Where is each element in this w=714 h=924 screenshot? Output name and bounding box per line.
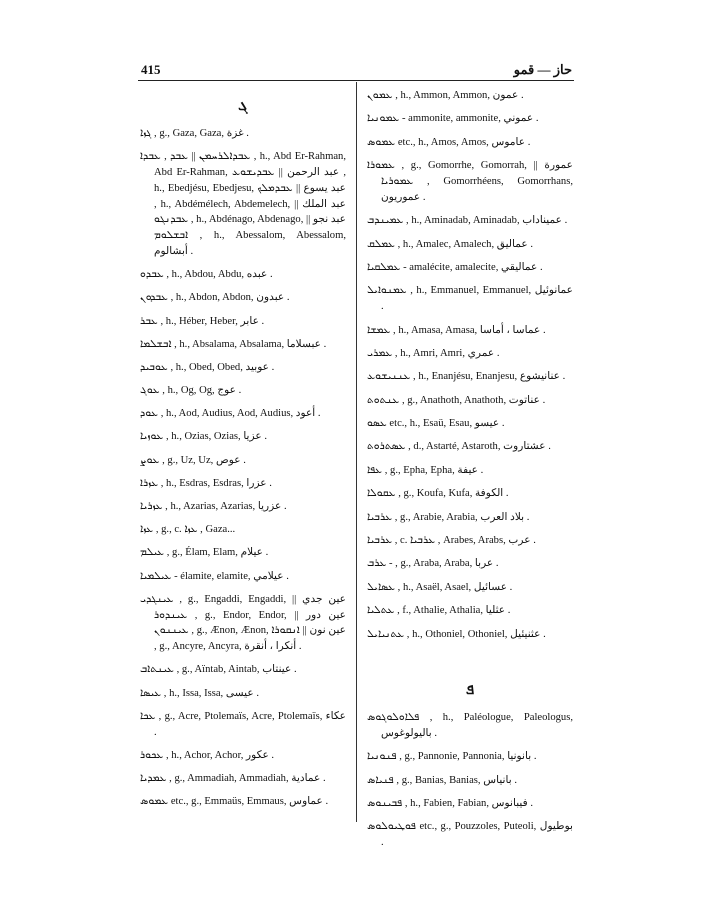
dictionary-entry: ܥܣܬܪܘܬ , d., Astarté, Astaroth, عشتاروت .: [367, 441, 551, 453]
right-column: [367, 88, 573, 859]
dictionary-entry: ܦܢܘܢܝܐ , g., Pannonie, Pannonia, بانونيا .: [367, 751, 537, 763]
dictionary-entry: ܥܡܘܪܐ , g., Gomorrhe, Gomorrah, عمورة || ܥܡܘܪܝܐ , Gomorrhéens, Gomorrhans, عموريون .: [367, 160, 573, 203]
section-spacer: [367, 650, 573, 672]
dictionary-entry: ܥܒܕܘܢ , h., Abdon, Abdon, عبدون .: [140, 292, 290, 304]
dictionary-entry: ܥܒܕܘ , h., Abdou, Abdu, عبده .: [140, 269, 273, 281]
dictionary-entry: ܥܙܪܐ , h., Esdras, Esdras, عزرا .: [140, 477, 272, 489]
dictionary-entry: ܥܘܕ , h., Aod, Audius, Aod, Audius, أعود .: [140, 408, 321, 420]
dictionary-entry: ܥܝܠܡܝܐ - élamite, elamite, عيلامي .: [140, 570, 289, 582]
dictionary-entry: ܥܪܒܝܐ , c. ܥܪܒܝܐ , Arabes, Arabs, عرب .: [367, 535, 536, 547]
dictionary-entry: ܥܪܒ - , g., Araba, Araba, عربا .: [367, 558, 499, 570]
section-letter-gamal: ܓ: [238, 98, 248, 114]
dictionary-entry: ܥܝܢܬܐܒ , g., Aïntab, Aintab, عينتاب .: [140, 664, 297, 676]
dictionary-entry: ܥܣܐܝܠ , h., Asaël, Asael, عسائيل .: [367, 581, 513, 593]
dictionary-entry: ܥܘܙܝܐ , h., Ozias, Ozias, عزيا .: [140, 431, 267, 443]
dictionary-entry: ܥܡܫܐ , h., Amasa, Amasa, عماسا ، أماسا .: [367, 324, 546, 336]
column-divider: [356, 82, 357, 822]
dictionary-entry: ܥܘܒܝܕ , h., Obed, Obed, عوبيد .: [140, 361, 275, 373]
dictionary-entry: ܥܦܐ , g., Epha, Epha, عيفة .: [367, 464, 484, 476]
dictionary-entry: ܥܪܒܝܐ , g., Arabie, Arabia, بلاد العرب .: [367, 511, 530, 523]
header-rule: [138, 80, 574, 81]
dictionary-entry: ܥܣܘ etc., h., Esaü, Esau, عيسو .: [367, 418, 505, 430]
dictionary-entry: ܥܬܢܝܐܝܠ , h., Othoniel, Othoniel, عثنيئيل .: [367, 628, 546, 640]
dictionary-entry: ܥܡܝܢܕܒ , h., Aminadab, Aminadab, عميناداب .: [367, 215, 568, 227]
dictionary-entry: ܥܡܠܩܝܐ - amalécite, amalecite, عماليقي .: [367, 261, 543, 273]
dictionary-entry: ܥܝܠܡ , g., Élam, Elam, عيلام .: [140, 547, 269, 559]
dictionary-entry: ܥܡܢܘܐܝܠ , h., Emmanuel, Emmanuel, عمانوئيل .: [367, 285, 573, 313]
dictionary-entry: ܥܒܪ , h., Héber, Heber, عابر .: [140, 315, 265, 327]
dictionary-entry: ܥܝܢܓܕܝ , g., Engaddi, Engaddi, عين جدي || ܥܝܢܕܘܪ , g., Endor, Endor, عين دور || ܥܝܢܢܘܢ , g., Ænon, Ænon, عين نون || ܐܢܩܘܪܐ , g., Ancyre, Ancyra, أنكرا ، أنقرة .: [140, 593, 347, 653]
dictionary-entry: ܦܘܛܝܘܠܘܣ etc., g., Pouzzoles, Puteoli, بوطيول .: [367, 821, 573, 849]
dictionary-entry: ܦܢܝܐܣ , g., Banias, Banias, بانياس .: [367, 774, 517, 786]
dictionary-entry: ܥܡܘܣ etc., g., Emmaüs, Emmaus, عماوس .: [140, 796, 329, 808]
right-entry-list-after: [367, 710, 573, 851]
section-letter-pe: ܦ: [465, 681, 475, 698]
dictionary-entry: ܓܙܐ , g., Gaza, Gaza, غزة .: [140, 128, 249, 139]
dictionary-entry: ܥܘܓ , h., Og, Og, عوج .: [140, 385, 242, 397]
dictionary-entry: ܥܝܣܐ , h., Issa, Issa, عيسى .: [140, 687, 259, 699]
dictionary-entry: ܥܩܘܠܐ , g., Koufa, Kufa, الكوفة .: [367, 488, 509, 500]
dictionary-entry: ܐܒܫܠܡܐ , h., Absalama, Absalama, عبسلاما .: [140, 338, 327, 350]
page-number: 415: [141, 62, 161, 77]
dictionary-entry: ܥܒܕܐܠܪܚܡܢ || ܥܒܕ , ܥܒܕܐ , h., Abd Er-Rahman, Abd Er-Rahman, عبد الرحمن || ܥܒܕܝܫܘܥ , h., Ebedjésu, Ebedjesu, عبد يسوع || ܥܒܕܡܠܟ , h., Abdémélech, Abdemelech, عبد الملك || ܥܒܕܢܓܘ , h., Abdénago, Abdenago, عبد نجو || ܐܒܫܠܘܡ , h., Abessalom, Abessalom, أبشالوم .: [140, 151, 347, 257]
left-entry-list: [140, 126, 346, 810]
dictionary-entry: ܥܡܕܝܐ , g., Ammadiah, Ammadiah, عمادية .: [140, 772, 326, 784]
dictionary-entry: ܥܟܘܪ , h., Achor, Achor, عكور .: [140, 749, 275, 761]
dictionary-entry: ܥܟܐ , g., Acre, Ptolemaïs, Acre, Ptolemaïs, عكاء .: [140, 710, 346, 738]
dictionary-entry: ܦܒܝܢܘܣ , h., Fabien, Fabian, فيبانوس .: [367, 797, 533, 809]
left-column: [140, 88, 346, 817]
dictionary-entry: ܥܡܘܢ , h., Ammon, Ammon, عمون .: [367, 90, 524, 101]
right-entry-list: [367, 88, 573, 642]
dictionary-entry: ܦܠܐܘܠܘܓܘܣ , h., Paléologue, Paleologus, باليولوغوس .: [367, 711, 573, 739]
dictionary-entry: ܥܡܘܣ etc., h., Amos, Amos, عاموس .: [367, 136, 531, 148]
running-head: حاز — قمو: [513, 62, 572, 77]
dictionary-entry: ܥܘܨ , g., Uz, Uz, عوص .: [140, 454, 246, 466]
dictionary-entry: ܥܡܪܝ , h., Amri, Amri, عمري .: [367, 347, 500, 359]
dictionary-entry: ܥܙܪܝܐ , h., Azarias, Azarias, عزريا .: [140, 501, 287, 513]
dictionary-entry: ܥܢܢܝܫܘܥ , h., Enanjésu, Enanjesu, عنانيشوع .: [367, 371, 566, 383]
dictionary-entry: ܥܡܘܢܝܐ - ammonite, ammonite, عموني .: [367, 113, 539, 125]
dictionary-entry: ܥܙܐ , g., c. ܥܙܐ , Gaza...: [140, 524, 236, 536]
dictionary-entry: ܥܢܬܘܬ , g., Anathoth, Anathoth, عناتوت .: [367, 394, 546, 406]
dictionary-entry: ܥܡܠܩ , h., Amalec, Amalech, عماليق .: [367, 238, 533, 250]
dictionary-entry: ܥܬܠܝܐ , f., Athalie, Athalia, عثليا .: [367, 605, 511, 617]
